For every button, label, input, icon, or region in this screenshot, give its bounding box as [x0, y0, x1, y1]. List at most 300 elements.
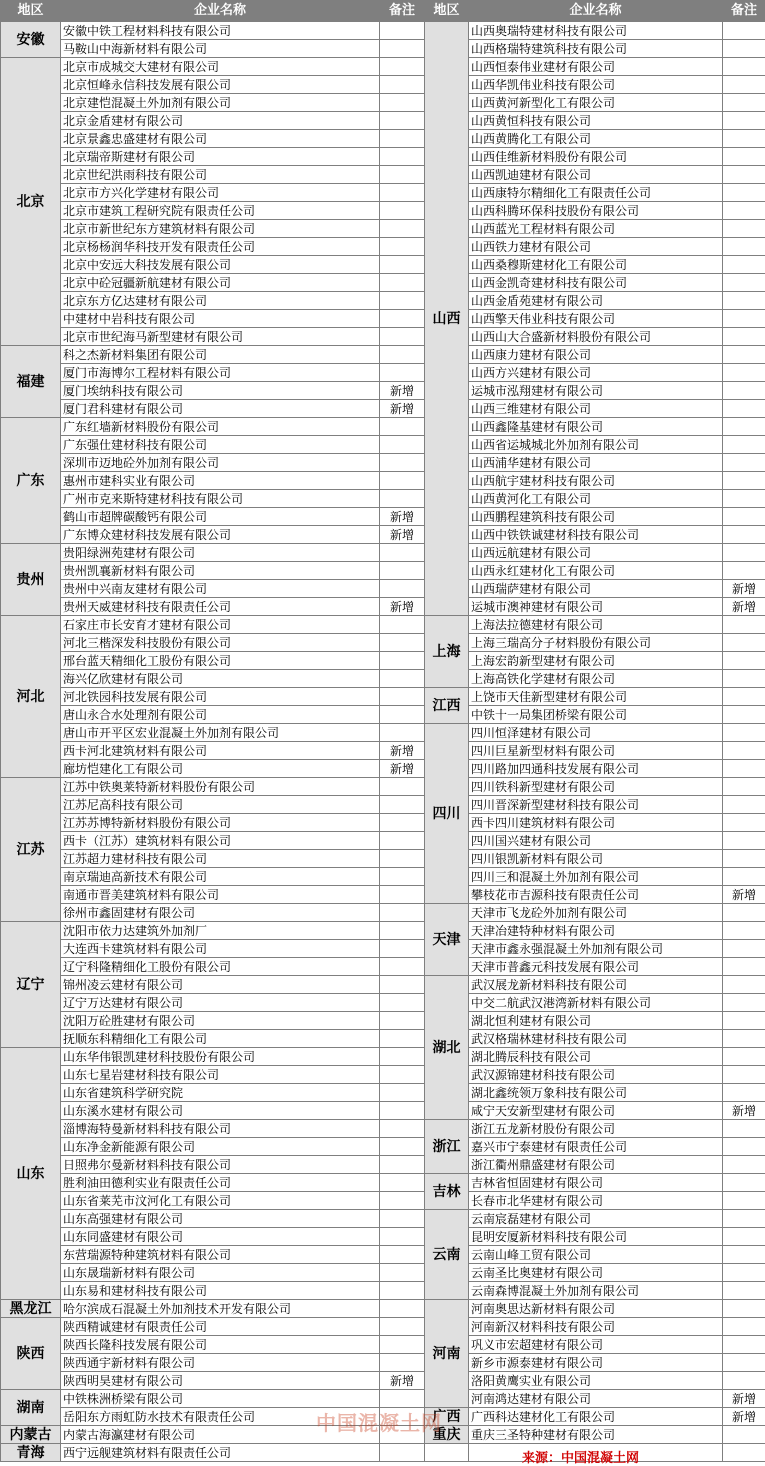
note-cell	[380, 580, 425, 598]
company-cell: 山西凯迪建材有限公司	[469, 166, 723, 184]
company-cell: 山东七星岩建材科技有限公司	[61, 1066, 380, 1084]
note-cell	[723, 562, 765, 580]
company-cell: 天津市普鑫元科技发展有限公司	[469, 958, 723, 976]
company-cell: 云南山峰工贸有限公司	[469, 1246, 723, 1264]
note-cell	[380, 868, 425, 886]
table-row	[1, 58, 765, 76]
company-cell: 山西华凯伟业科技有限公司	[469, 76, 723, 94]
note-cell	[380, 976, 425, 994]
company-cell: 云南森博混凝土外加剂有限公司	[469, 1282, 723, 1300]
region-cell: 安徽	[1, 22, 61, 58]
note-cell: 新增	[380, 760, 425, 778]
note-cell	[723, 1264, 765, 1282]
company-cell: 河北铁园科技发展有限公司	[61, 688, 380, 706]
company-cell: 山西恒泰伟业建材有限公司	[469, 58, 723, 76]
company-cell: 抚顺东科精细化工有限公司	[61, 1030, 380, 1048]
company-cell: 北京杨杨润华科技开发有限责任公司	[61, 238, 380, 256]
region-header: 地区	[1, 1, 61, 22]
note-cell	[380, 112, 425, 130]
company-cell: 山西蓝光工程材料有限公司	[469, 220, 723, 238]
table-row	[1, 508, 765, 526]
source-caption: 来源：中国混凝土网	[522, 1451, 640, 1466]
region-cell: 北京	[1, 58, 61, 346]
note-cell	[380, 1192, 425, 1210]
note-cell	[380, 994, 425, 1012]
note-cell	[723, 1012, 765, 1030]
note-cell	[723, 544, 765, 562]
company-cell: 北京市世纪海马新型建材有限公司	[61, 328, 380, 346]
company-cell: 唐山市开平区宏业混凝土外加剂有限公司	[61, 724, 380, 742]
company-cell: 贵州凯襄新材料有限公司	[61, 562, 380, 580]
company-cell: 河南新汉材料科技有限公司	[469, 1318, 723, 1336]
company-cell: 山西铁力建材有限公司	[469, 238, 723, 256]
company-cell: 唐山永合水处理剂有限公司	[61, 706, 380, 724]
table-row	[1, 670, 765, 688]
note-cell	[380, 1030, 425, 1048]
note-cell: 新增	[380, 382, 425, 400]
note-cell	[723, 1210, 765, 1228]
note-cell: 新增	[380, 742, 425, 760]
header-row	[1, 1, 765, 22]
note-cell	[380, 706, 425, 724]
table-row	[1, 1048, 765, 1066]
table-row	[1, 1300, 765, 1318]
note-cell	[380, 778, 425, 796]
company-cell: 山西奥瑞特建材科技有限公司	[469, 22, 723, 40]
note-cell	[380, 94, 425, 112]
table-row	[1, 256, 765, 274]
note-cell	[723, 130, 765, 148]
note-cell	[380, 1210, 425, 1228]
company-cell: 河北三楷深发科技股份有限公司	[61, 634, 380, 652]
table-row	[1, 1156, 765, 1174]
company-cell: 山东晟瑞新材料有限公司	[61, 1264, 380, 1282]
table-row	[1, 436, 765, 454]
table-row	[1, 1246, 765, 1264]
table-row	[1, 382, 765, 400]
company-cell: 广州市克来斯特建材科技有限公司	[61, 490, 380, 508]
note-cell	[723, 868, 765, 886]
table-row	[1, 1228, 765, 1246]
company-cell: 昆明安厦新材料科技有限公司	[469, 1228, 723, 1246]
note-cell: 新增	[723, 598, 765, 616]
table-row	[1, 238, 765, 256]
note-cell	[380, 364, 425, 382]
table-row	[1, 328, 765, 346]
note-cell	[723, 1174, 765, 1192]
empty-cell	[723, 1444, 765, 1462]
note-cell	[380, 1246, 425, 1264]
company-cell: 邢台蓝天精细化工股份有限公司	[61, 652, 380, 670]
region-cell: 湖南	[1, 1390, 61, 1426]
company-cell: 中铁十一局集团桥梁有限公司	[469, 706, 723, 724]
note-cell: 新增	[723, 1408, 765, 1426]
company-cell: 西卡四川建筑材料有限公司	[469, 814, 723, 832]
company-cell: 北京中安远大科技发展有限公司	[61, 256, 380, 274]
region-cell: 广西	[425, 1408, 469, 1426]
note-cell	[380, 634, 425, 652]
company-cell: 北京中砼冠疆新航建材有限公司	[61, 274, 380, 292]
note-cell	[380, 220, 425, 238]
company-cell: 江苏尼高科技有限公司	[61, 796, 380, 814]
company-cell: 中铁株洲桥梁有限公司	[61, 1390, 380, 1408]
company-cell: 运城市澳神建材有限公司	[469, 598, 723, 616]
table-row	[1, 1408, 765, 1426]
company-cell: 廊坊恺建化工有限公司	[61, 760, 380, 778]
company-cell: 贵州中兴南友建材有限公司	[61, 580, 380, 598]
company-cell: 惠州市建科实业有限公司	[61, 472, 380, 490]
company-cell: 上海高铁化学建材有限公司	[469, 670, 723, 688]
table-row	[1, 1426, 765, 1444]
table-row	[1, 1390, 765, 1408]
table-row	[1, 544, 765, 562]
note-cell	[380, 724, 425, 742]
company-cell: 北京市新世纪东方建筑材料有限公司	[61, 220, 380, 238]
note-cell	[380, 1444, 425, 1462]
company-cell: 浙江衢州鼎盛建材有限公司	[469, 1156, 723, 1174]
region-cell: 湖北	[425, 976, 469, 1120]
table-row	[1, 616, 765, 634]
company-cell: 吉林省恒固建材有限公司	[469, 1174, 723, 1192]
note-cell	[723, 454, 765, 472]
note-cell	[380, 310, 425, 328]
company-cell: 山西三维建材有限公司	[469, 400, 723, 418]
table-row	[1, 688, 765, 706]
company-cell: 石家庄市长安育才建材有限公司	[61, 616, 380, 634]
company-cell: 咸宁天安新型建材有限公司	[469, 1102, 723, 1120]
table-row	[1, 868, 765, 886]
table-row	[1, 400, 765, 418]
table-row	[1, 832, 765, 850]
note-cell	[380, 1354, 425, 1372]
note-cell	[380, 940, 425, 958]
region-cell: 陕西	[1, 1318, 61, 1390]
note-cell	[723, 310, 765, 328]
note-cell	[723, 688, 765, 706]
note-cell: 新增	[380, 598, 425, 616]
company-cell: 南通市晋美建筑材料有限公司	[61, 886, 380, 904]
company-cell: 北京景鑫忠盛建材有限公司	[61, 130, 380, 148]
note-cell	[380, 1174, 425, 1192]
table-row	[1, 274, 765, 292]
note-cell	[723, 472, 765, 490]
note-cell	[723, 904, 765, 922]
table-row	[1, 706, 765, 724]
company-cell: 北京市方兴化学建材有限公司	[61, 184, 380, 202]
table-row	[1, 922, 765, 940]
company-cell: 山西黄腾化工有限公司	[469, 130, 723, 148]
company-cell: 北京建恺混凝土外加剂有限公司	[61, 94, 380, 112]
company-cell: 四川恒泽建材有限公司	[469, 724, 723, 742]
company-cell: 贵阳绿洲苑建材有限公司	[61, 544, 380, 562]
note-cell	[723, 994, 765, 1012]
company-cell: 上海宏韵新型建材有限公司	[469, 652, 723, 670]
note-cell: 新增	[723, 1390, 765, 1408]
company-cell: 山西山大合盛新材料股份有限公司	[469, 328, 723, 346]
table-row	[1, 742, 765, 760]
region-cell: 天津	[425, 904, 469, 976]
company-cell: 山西方兴建材有限公司	[469, 364, 723, 382]
table-row	[1, 814, 765, 832]
region-cell: 内蒙古	[1, 1426, 61, 1444]
note-cell	[380, 1084, 425, 1102]
note-cell	[380, 1066, 425, 1084]
company-cell: 天津冶建特种材料有限公司	[469, 922, 723, 940]
note-cell	[380, 1408, 425, 1426]
table-row	[1, 904, 765, 922]
company-cell: 山西康特尔精细化工有限责任公司	[469, 184, 723, 202]
company-cell: 岳阳东方雨虹防水技术有限责任公司	[61, 1408, 380, 1426]
company-cell: 武汉展龙新材料科技有限公司	[469, 976, 723, 994]
note-cell	[723, 508, 765, 526]
region-cell: 广东	[1, 418, 61, 544]
company-cell: 浙江五龙新材股份有限公司	[469, 1120, 723, 1138]
company-cell: 东营瑞源特种建筑材料有限公司	[61, 1246, 380, 1264]
region-cell: 吉林	[425, 1174, 469, 1210]
note-cell	[380, 256, 425, 274]
table-row	[1, 1174, 765, 1192]
region-cell: 贵州	[1, 544, 61, 616]
note-cell	[380, 616, 425, 634]
table-row	[1, 850, 765, 868]
note-cell	[723, 58, 765, 76]
note-cell	[380, 1012, 425, 1030]
note-cell	[380, 274, 425, 292]
note-cell	[380, 1102, 425, 1120]
company-cell: 西卡（江苏）建筑材料有限公司	[61, 832, 380, 850]
company-cell: 西宁远舰建筑材料有限责任公司	[61, 1444, 380, 1462]
table-row	[1, 526, 765, 544]
table-row	[1, 886, 765, 904]
company-cell: 北京金盾建材有限公司	[61, 112, 380, 130]
note-cell	[380, 76, 425, 94]
company-cell: 山西金盾苑建材有限公司	[469, 292, 723, 310]
company-cell: 四川路加四通科技发展有限公司	[469, 760, 723, 778]
table-row	[1, 454, 765, 472]
company-cell: 科之杰新材料集团有限公司	[61, 346, 380, 364]
company-cell: 广东红墙新材料股份有限公司	[61, 418, 380, 436]
company-cell: 河南奥思达新材料有限公司	[469, 1300, 723, 1318]
note-cell	[380, 454, 425, 472]
note-cell	[380, 1336, 425, 1354]
company-cell: 山西永红建材化工有限公司	[469, 562, 723, 580]
table-row	[1, 652, 765, 670]
note-cell	[380, 238, 425, 256]
company-cell: 北京市成城交大建材有限公司	[61, 58, 380, 76]
note-cell: 新增	[380, 508, 425, 526]
note-cell	[380, 904, 425, 922]
note-cell	[723, 94, 765, 112]
company-cell: 厦门埃纳科技有限公司	[61, 382, 380, 400]
note-cell	[723, 976, 765, 994]
note-cell	[723, 418, 765, 436]
table-row	[1, 1012, 765, 1030]
table-row	[1, 1138, 765, 1156]
company-cell: 湖北鑫统领万象科技有限公司	[469, 1084, 723, 1102]
company-cell: 山东省建筑科学研究院	[61, 1084, 380, 1102]
table-row	[1, 1372, 765, 1390]
note-cell	[723, 1228, 765, 1246]
note-cell	[380, 130, 425, 148]
note-cell	[723, 364, 765, 382]
table-row	[1, 796, 765, 814]
company-cell: 广东强仕建材科技有限公司	[61, 436, 380, 454]
note-cell	[723, 220, 765, 238]
region-cell: 江苏	[1, 778, 61, 922]
table-row	[1, 94, 765, 112]
note-cell	[723, 1048, 765, 1066]
region-cell: 福建	[1, 346, 61, 418]
note-cell	[380, 436, 425, 454]
table-row	[1, 1318, 765, 1336]
note-cell	[380, 1228, 425, 1246]
company-cell: 四川铁科新型建材有限公司	[469, 778, 723, 796]
company-cell: 云南圣比奥建材有限公司	[469, 1264, 723, 1282]
company-cell: 山西擎天伟业科技有限公司	[469, 310, 723, 328]
company-cell: 大连西卡建筑材料有限公司	[61, 940, 380, 958]
note-cell	[723, 148, 765, 166]
note-cell	[723, 922, 765, 940]
note-cell	[723, 184, 765, 202]
company-cell: 河南鸿达建材有限公司	[469, 1390, 723, 1408]
table-row	[1, 112, 765, 130]
note-cell	[723, 1246, 765, 1264]
table-row	[1, 1030, 765, 1048]
empty-cell	[425, 1444, 469, 1462]
table-row	[1, 994, 765, 1012]
company-cell: 北京市建筑工程研究院有限责任公司	[61, 202, 380, 220]
table-row	[1, 1336, 765, 1354]
note-cell	[380, 670, 425, 688]
note-cell	[380, 1156, 425, 1174]
company-cell: 洛阳黄鹰实业有限公司	[469, 1372, 723, 1390]
note-cell	[380, 886, 425, 904]
note-cell	[723, 490, 765, 508]
note-cell	[723, 940, 765, 958]
table-row	[1, 202, 765, 220]
note-cell	[380, 832, 425, 850]
company-cell: 新乡市源泰建材有限公司	[469, 1354, 723, 1372]
company-cell: 北京世纪洪雨科技有限公司	[61, 166, 380, 184]
company-cell: 山东高强建材有限公司	[61, 1210, 380, 1228]
note-cell	[723, 1300, 765, 1318]
company-cell: 山西康力建材有限公司	[469, 346, 723, 364]
company-cell: 山东易和建材科技有限公司	[61, 1282, 380, 1300]
company-cell: 山西黄河新型化工有限公司	[469, 94, 723, 112]
company-header: 企业名称	[61, 1, 380, 22]
company-cell: 武汉格瑞林建材科技有限公司	[469, 1030, 723, 1048]
note-cell: 新增	[380, 400, 425, 418]
company-cell: 徐州市鑫固建材有限公司	[61, 904, 380, 922]
company-cell: 锦州凌云建材有限公司	[61, 976, 380, 994]
table-body	[1, 22, 765, 1462]
company-cell: 长春市北华建材有限公司	[469, 1192, 723, 1210]
note-cell	[380, 328, 425, 346]
company-cell: 深圳市迈地砼外加剂有限公司	[61, 454, 380, 472]
note-cell	[380, 22, 425, 40]
region-cell: 山西	[425, 22, 469, 616]
company-cell: 山东溪水建材有限公司	[61, 1102, 380, 1120]
company-cell: 北京东方亿达建材有限公司	[61, 292, 380, 310]
table-row	[1, 1084, 765, 1102]
table-row	[1, 292, 765, 310]
note-cell	[723, 1192, 765, 1210]
company-cell: 上海法拉德建材有限公司	[469, 616, 723, 634]
region-cell: 云南	[425, 1210, 469, 1300]
table-row	[1, 562, 765, 580]
note-cell	[380, 166, 425, 184]
table-row	[1, 634, 765, 652]
note-cell	[723, 670, 765, 688]
note-cell	[723, 1120, 765, 1138]
note-cell	[723, 832, 765, 850]
note-cell	[723, 292, 765, 310]
note-cell	[380, 796, 425, 814]
region-cell: 河南	[425, 1300, 469, 1408]
note-cell	[723, 634, 765, 652]
note-cell	[723, 202, 765, 220]
region-cell: 上海	[425, 616, 469, 688]
company-cell: 山西远航建材有限公司	[469, 544, 723, 562]
company-cell: 陕西长隆科技发展有限公司	[61, 1336, 380, 1354]
note-cell	[723, 1138, 765, 1156]
note-cell	[723, 706, 765, 724]
table-row	[1, 958, 765, 976]
table-row	[1, 418, 765, 436]
table-row	[1, 598, 765, 616]
company-cell: 沈阳市依力达建筑外加剂厂	[61, 922, 380, 940]
company-cell: 山西黄河化工有限公司	[469, 490, 723, 508]
company-cell: 山东同盛建材有限公司	[61, 1228, 380, 1246]
table-row	[1, 1192, 765, 1210]
company-cell: 辽宁万达建材有限公司	[61, 994, 380, 1012]
note-cell	[380, 1390, 425, 1408]
company-cell: 安徽中铁工程材料科技有限公司	[61, 22, 380, 40]
company-cell: 淄博海特曼新材料科技有限公司	[61, 1120, 380, 1138]
note-cell	[723, 1084, 765, 1102]
company-cell: 山西瑞萨建材有限公司	[469, 580, 723, 598]
note-cell	[723, 1066, 765, 1084]
company-cell: 山东净金新能源有限公司	[61, 1138, 380, 1156]
region-cell: 江西	[425, 688, 469, 724]
note-cell	[380, 1138, 425, 1156]
company-cell: 鹤山市超牌碳酸钙有限公司	[61, 508, 380, 526]
watermark: 中国混凝土网	[316, 1411, 442, 1435]
table-row	[1, 940, 765, 958]
note-cell	[723, 1426, 765, 1444]
note-cell	[723, 1282, 765, 1300]
table-row	[1, 364, 765, 382]
note-cell	[723, 256, 765, 274]
table-row	[1, 490, 765, 508]
note-cell	[723, 1156, 765, 1174]
note-cell	[723, 166, 765, 184]
company-cell: 贵州天威建材科技有限责任公司	[61, 598, 380, 616]
note-cell	[380, 1120, 425, 1138]
table-row	[1, 346, 765, 364]
company-cell: 上饶市天佳新型建材有限公司	[469, 688, 723, 706]
note-cell	[380, 346, 425, 364]
company-cell: 广东博众建材科技发展有限公司	[61, 526, 380, 544]
company-cell: 山西中铁铁诚建材科技有限公司	[469, 526, 723, 544]
table-row	[1, 1210, 765, 1228]
company-cell: 山西航宇建材科技有限公司	[469, 472, 723, 490]
region-header: 地区	[425, 1, 469, 22]
company-cell: 嘉兴市宁泰建材有限责任公司	[469, 1138, 723, 1156]
table-row	[1, 166, 765, 184]
note-cell	[380, 472, 425, 490]
company-header: 企业名称	[469, 1, 723, 22]
